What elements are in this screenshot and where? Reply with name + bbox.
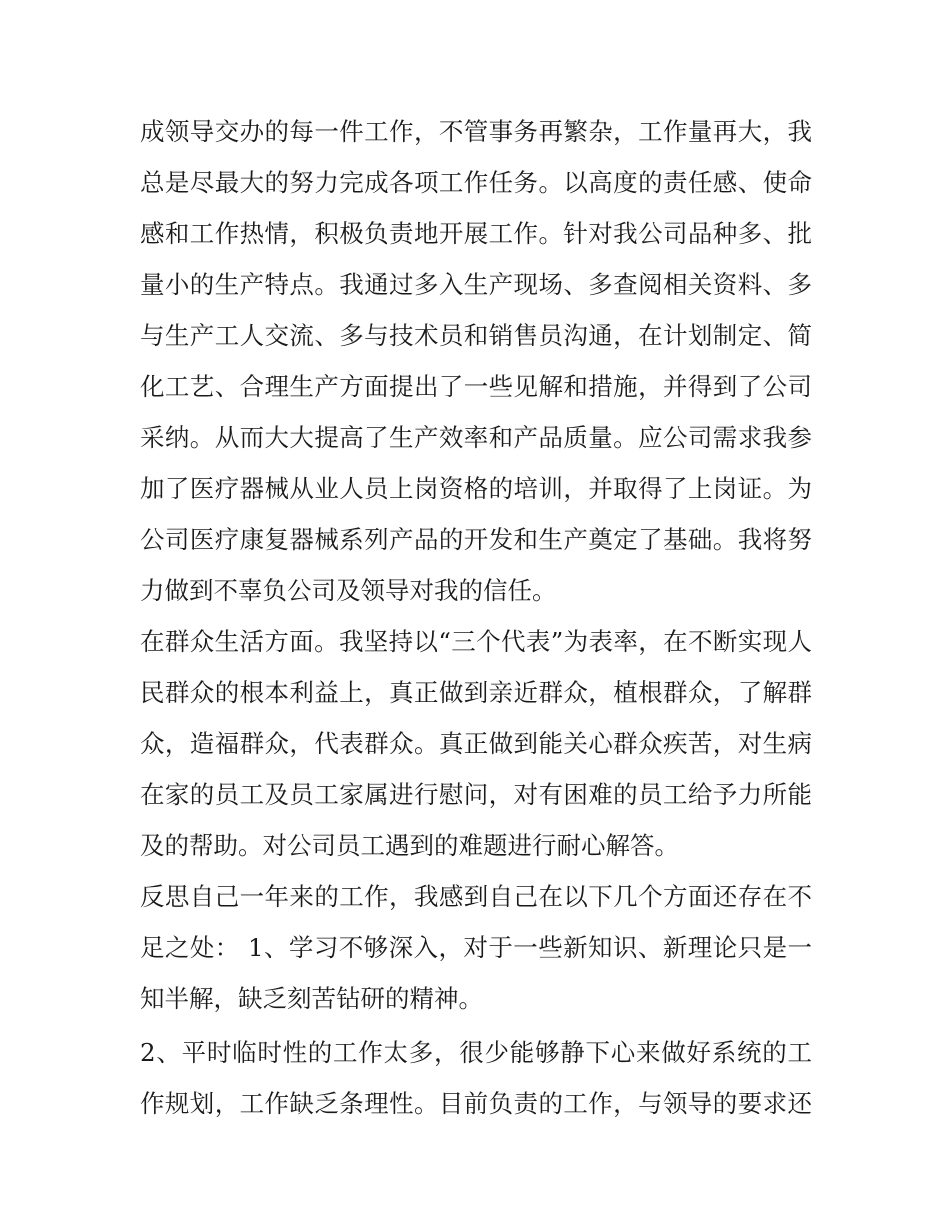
text-line: 总是尽最大的努力完成各项工作任务。以高度的责任感、使命 xyxy=(140,168,812,197)
text-line: 在群众生活方面。我坚持以“三个代表”为表率，在不断实现人 xyxy=(140,627,812,656)
text-line: 与生产工人交流、多与技术员和销售员沟通，在计划制定、简 xyxy=(140,321,812,350)
text-line: 采纳。从而大大提高了生产效率和产品质量。应公司需求我参 xyxy=(140,423,812,452)
paragraph-mass-life xyxy=(140,616,812,871)
paragraph-work-performance xyxy=(140,106,812,616)
text-line: 作规划，工作缺乏条理性。目前负责的工作，与领导的要求还 xyxy=(140,1089,812,1118)
text-line: 反思自己一年来的工作，我感到自己在以下几个方面还存在不 xyxy=(140,882,812,911)
text-line: 成领导交办的每一件工作，不管事务再繁杂，工作量再大，我 xyxy=(140,117,812,146)
text-line: 及的帮助。对公司员工遇到的难题进行耐心解答。 xyxy=(140,831,679,860)
text-line: 公司医疗康复器械系列产品的开发和生产奠定了基础。我将努 xyxy=(140,525,812,554)
text-line: 2、平时临时性的工作太多，很少能够静下心来做好系统的工 xyxy=(140,1038,812,1067)
text-line: 感和工作热情，积极负责地开展工作。针对我公司品种多、批 xyxy=(140,219,812,248)
text-line: 民群众的根本利益上，真正做到亲近群众，植根群众，了解群 xyxy=(140,678,812,707)
text-line: 加了医疗器械从业人员上岗资格的培训，并取得了上岗证。为 xyxy=(140,474,812,503)
text-line: 化工艺、合理生产方面提出了一些见解和措施，并得到了公司 xyxy=(140,372,812,401)
paragraph-shortcoming-2 xyxy=(140,1027,812,1129)
text-line: 量小的生产特点。我通过多入生产现场、多查阅相关资料、多 xyxy=(140,270,812,299)
text-line: 知半解，缺乏刻苦钻研的精神。 xyxy=(140,984,483,1013)
document-body xyxy=(140,106,812,1129)
text-line: 在家的员工及员工家属进行慰问，对有困难的员工给予力所能 xyxy=(140,780,812,809)
text-line: 众，造福群众，代表群众。真正做到能关心群众疾苦，对生病 xyxy=(140,729,812,758)
text-line: 足之处： 1、学习不够深入，对于一些新知识、新理论只是一 xyxy=(140,933,812,962)
text-line: 力做到不辜负公司及领导对我的信任。 xyxy=(140,576,557,605)
paragraph-shortcomings xyxy=(140,871,812,1024)
